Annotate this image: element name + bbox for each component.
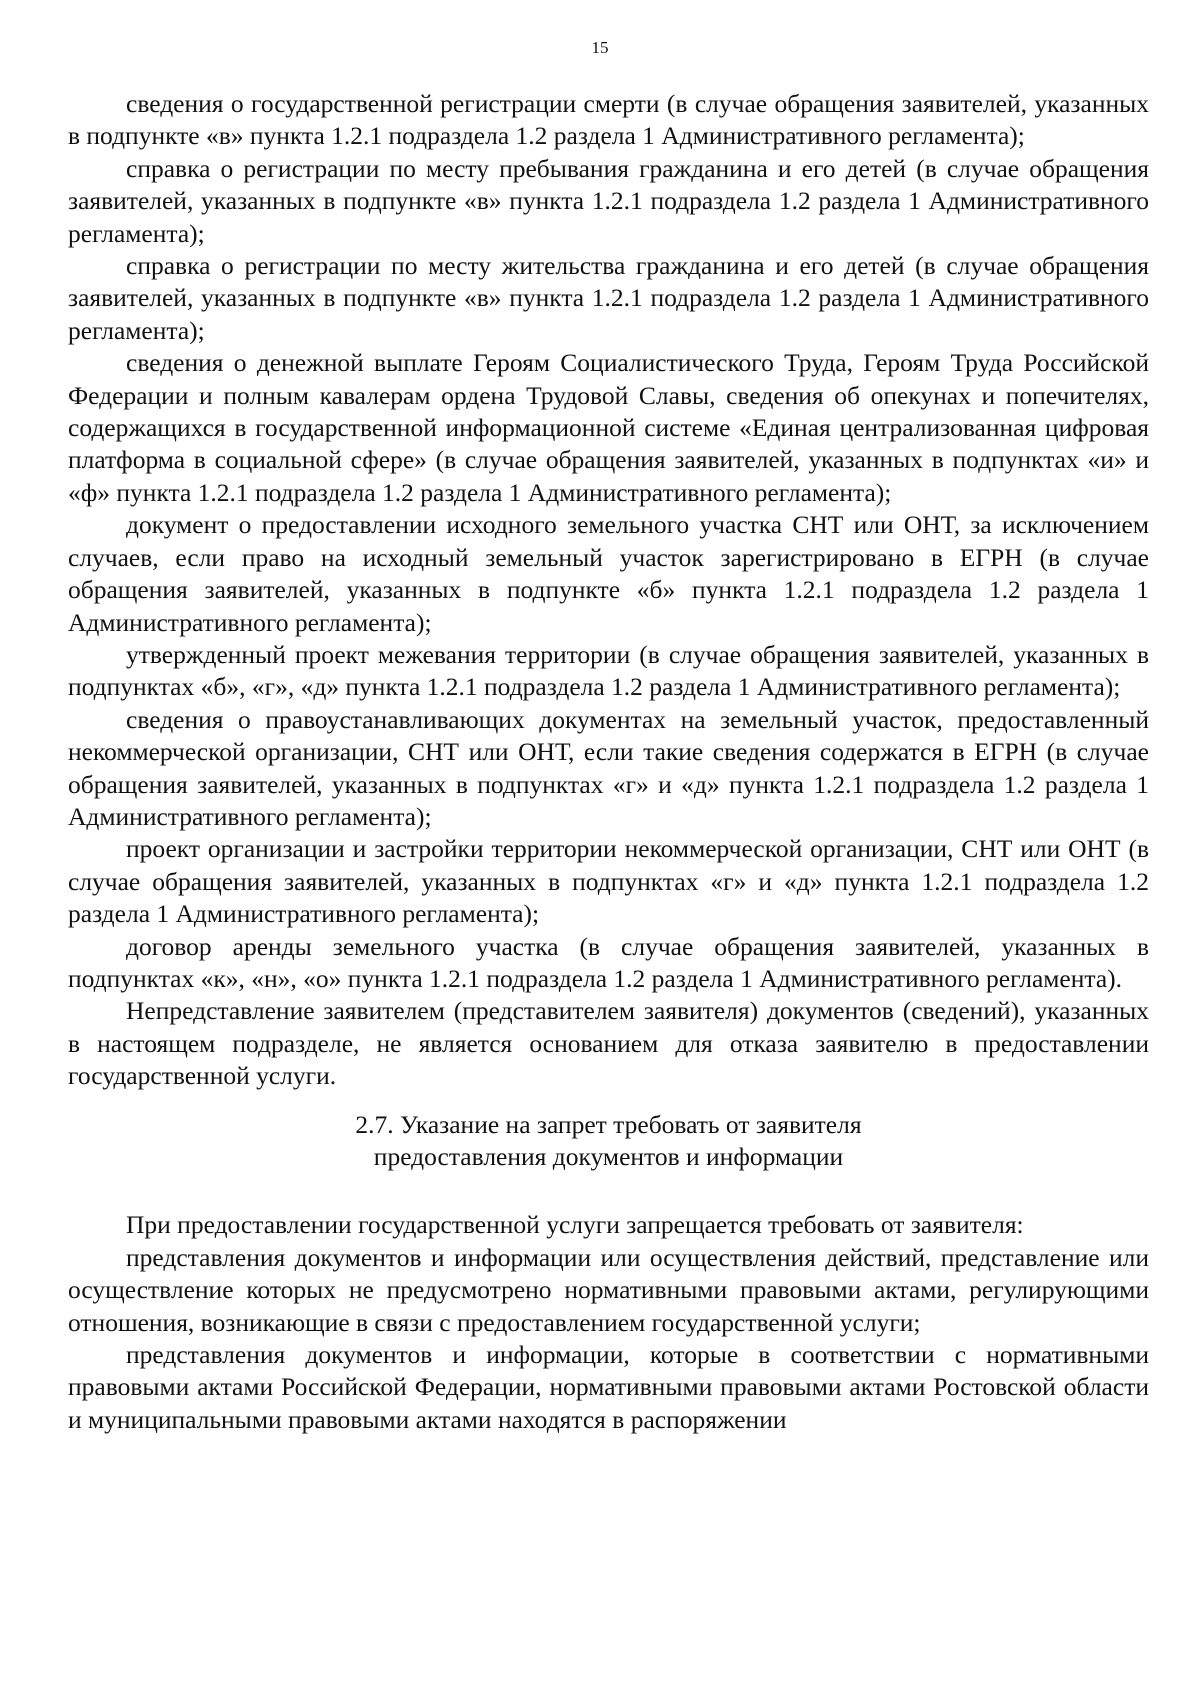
- paragraph-permanent-registration: справка о регистрации по месту жительства гражданина и его детей (в случае обращения заявителей, указанных в подпункте «в» пункта 1.2.1 подраздела 1.2 раздела 1 Административного регламента);: [68, 251, 1149, 345]
- paragraph-prohibition-intro: При предоставлении государственной услуги запрещается требовать от заявителя:: [126, 1210, 1024, 1240]
- paragraph-title-documents: сведения о правоустанавливающих документах на земельный участок, предоставленный некоммерческой организации, СНТ или ОНТ, если такие сведения содержатся в ЕГРН (в случае обращения заявителей, указанных в подпунктах «г» и «д» пункта 1.2.1 подраздела 1.2 раздела 1 Административного регламента);: [68, 704, 1149, 831]
- paragraph-prohibition-documents: представления документов и информации, которые в соответствии с нормативными правовыми актами Российской Федерации, нормативными правовыми актами Ростовской области и муниципальными правовыми актами находятся в распоряжении: [68, 1340, 1149, 1434]
- page-number: 15: [591, 38, 609, 57]
- section-heading-line-2: предоставления документов и информации: [373, 1142, 844, 1171]
- paragraph-land-survey-project: утвержденный проект межевания территории (в случае обращения заявителей, указанных в подпунктах «б», «г», «д» пункта 1.2.1 подраздела 1.2 раздела 1 Административного регламента);: [68, 639, 1149, 702]
- paragraph-development-project: проект организации и застройки территории некоммерческой организации, СНТ или ОНТ (в случае обращения заявителей, указанных в подпунктах «г» и «д» пункта 1.2.1 подраздела 1.2 раздела 1 Административного регламента);: [68, 834, 1149, 929]
- paragraph-prohibition-actions: представления документов и информации или осуществления действий, представление или осуществление которых не предусмотрено нормативными правовыми актами, регулирующими отношения, возникающие в связи с предоставлением государственной услуги;: [68, 1242, 1149, 1337]
- paragraph-temporary-registration: справка о регистрации по месту пребывания гражданина и его детей (в случае обращения заявителей, указанных в подпункте «в» пункта 1.2.1 подраздела 1.2 раздела 1 Административного регламента);: [68, 153, 1149, 248]
- paragraph-original-land-plot: документ о предоставлении исходного земельного участка СНТ или ОНТ, за исключением случаев, если право на исходный земельный участок зарегистрировано в ЕГРН (в случае обращения заявителей, указанных в подпункте «б» пункта 1.2.1 подраздела 1.2 раздела 1 Административного регламента);: [68, 510, 1149, 637]
- document-body: [68, 88, 1149, 1436]
- paragraph-lease-agreement: договор аренды земельного участка (в случае обращения заявителей, указанных в подпунктах «к», «н», «о» пункта 1.2.1 подраздела 1.2 раздела 1 Административного регламента).: [68, 931, 1149, 993]
- section-heading: [68, 1109, 1149, 1174]
- section-heading-line-1: 2.7. Указание на запрет требовать от заявителя: [355, 1109, 862, 1139]
- paragraph-heroes-payment: сведения о денежной выплате Героям Социалистического Труда, Героям Труда Российской Федерации и полным кавалерам ордена Трудовой Славы, сведения об опекунах и попечителях, содержащихся в государственной информационной системе «Единая централизованная цифровая платформа в социальной сфере» (в случае обращения заявителей, указанных в подпунктах «и» и «ф» пункта 1.2.1 подраздела 1.2 раздела 1 Административного регламента);: [68, 348, 1149, 507]
- paragraph-death-registration: сведения о государственной регистрации смерти (в случае обращения заявителей, указанных в подпункте «в» пункта 1.2.1 подраздела 1.2 раздела 1 Административного регламента);: [68, 89, 1149, 151]
- paragraph-non-submission: Непредставление заявителем (представителем заявителя) документов (сведений), указанных в настоящем подразделе, не является основанием для отказа заявителю в предоставлении государственной услуги.: [68, 996, 1149, 1091]
